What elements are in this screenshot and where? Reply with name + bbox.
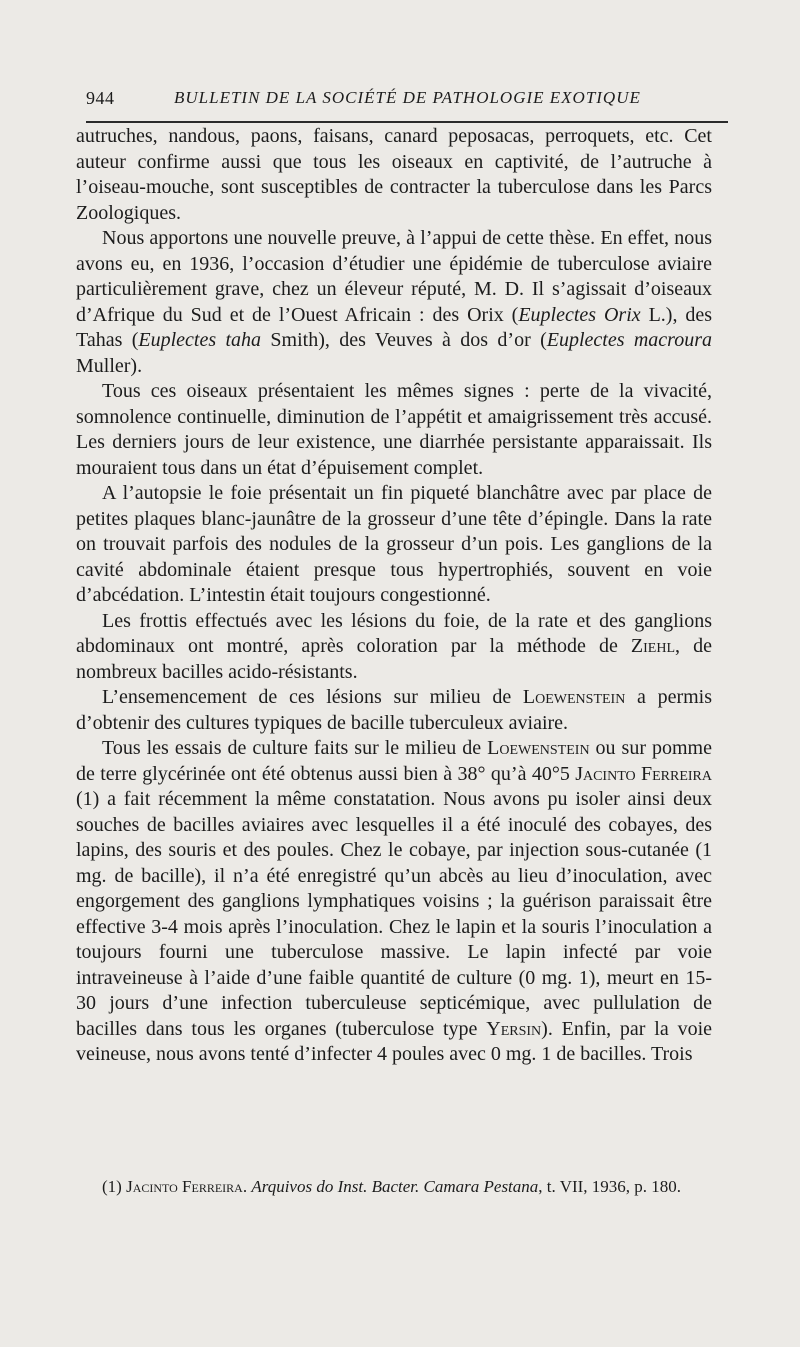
- text-run: (1): [102, 1177, 127, 1196]
- text-run: Nous apportons une nouvelle preuve, à l’appui de cette thèse. En effet, nous avons eu, en 1936, l’occasion d’étudier une épidémie de tuberculose aviaire particulièrement grave, chez un éleveur réputé, M. D. Il s’agissait d’oiseaux d’Afrique du Sud et de l’Ouest Africain : des Orix (: [76, 227, 712, 326]
- text-run: Tous les essais de culture faits sur le milieu de: [102, 737, 488, 759]
- paragraph: [76, 379, 712, 481]
- text-run: L’ensemencement de ces lésions sur milieu de: [102, 686, 523, 708]
- small-caps-name: Yersin: [486, 1017, 542, 1040]
- paragraph: [76, 226, 712, 379]
- body-text: [76, 124, 712, 1068]
- text-run: Tous ces oiseaux présentaient les mêmes signes : perte de la vivacité, somnolence continuelle, diminution de l’appétit et amaigrissement très accusé. Les derniers jours de leur existence, une diarrhée persistante apparaissait. Ils mouraient tous dans un état d’épuisement complet.: [76, 380, 712, 479]
- header-rule: [86, 121, 728, 123]
- running-title: BULLETIN DE LA SOCIÉTÉ DE PATHOLOGIE EXOTIQUE: [174, 88, 641, 107]
- paragraph: [76, 736, 712, 1068]
- small-caps-name: Jacinto Ferreira: [575, 762, 713, 785]
- text-run: (1) a fait récemment la même constatation. Nous avons pu isoler ainsi deux souches de bacilles aviaires avec lesquelles il a été inoculé des cobayes, des lapins, des souris et des poules. Chez le cobaye, par injection sous-cutanée (1 mg. de bacille), il n’a été enregistré qu’un abcès au lieu d’inoculation, avec engorgement des ganglions lymphatiques voisins ; la guérison paraissait être effective 3-4 mois après l’inoculation. Chez le lapin et la souris l’inoculation a toujours fourni une tuberculose massive. Le lapin infecté par voie intraveineuse à l’aide d’une faible quantité de culture (0 mg. 1), meurt en 15-30 jours d’une infection tuberculeuse septicémique, avec pullulation de bacilles dans tous les organes (tuberculose type: [76, 788, 712, 1040]
- footnote: [76, 1176, 712, 1197]
- small-caps-name: Jacinto Ferreira: [126, 1177, 243, 1196]
- page-number: 944: [86, 88, 115, 108]
- text-run: , de nombreux bacilles acido-résistants.: [76, 635, 712, 683]
- text-run: Muller).: [76, 354, 143, 377]
- paragraph: [76, 609, 712, 686]
- paragraph: [76, 124, 712, 226]
- italic-span: Euplectes Orix: [518, 303, 641, 326]
- italic-span: Euplectes macroura: [546, 329, 712, 351]
- italic-span: Arquivos do Inst. Bacter. Camara Pestana: [251, 1177, 539, 1196]
- paragraph: [76, 685, 712, 736]
- text-run: Les frottis effectués avec les lésions du foie, de la rate et des ganglions abdominaux ont montré, après coloration par la méthode de: [76, 609, 712, 657]
- small-caps-name: Loewenstein: [522, 686, 626, 708]
- text-run: .: [242, 1177, 252, 1196]
- text-run: A l’autopsie le foie présentait un fin piqueté blanchâtre avec par place de petites plaques blanc-jaunâtre de la grosseur d’une tête d’épingle. Dans la rate on trouvait parfois des nodules de la grosseur d’un pois. Les ganglions de la cavité abdominale étaient presque tous hypertrophiés, souvent en voie d’abcédation. L’intestin était toujours congestionné.: [76, 482, 712, 606]
- text-run: ou sur pomme de terre glycérinée ont été obtenus aussi bien à 38° qu’à 40°5: [76, 737, 712, 785]
- page-header: [86, 84, 726, 112]
- text-run: ). Enfin, par la voie veineuse, nous avons tenté d’infecter 4 poules avec 0 mg. 1 de bacilles. Trois: [76, 1017, 713, 1065]
- text-run: a permis d’obtenir des cultures typiques de bacille tuberculeux aviaire.: [76, 686, 712, 734]
- text-run: Smith), des Veuves à dos d’or (: [261, 329, 547, 351]
- text-run: autruches, nandous, paons, faisans, canard peposacas, perroquets, etc. Cet auteur confirme aussi que tous les oiseaux en captivité, de l’autruche à l’oiseau-mouche, sont susceptibles de contracter la tuberculose dans les Parcs Zoologiques.: [76, 125, 712, 224]
- text-run: L.), des Tahas (: [76, 303, 713, 351]
- text-run: , t. VII, 1936, p. 180.: [538, 1177, 682, 1196]
- paragraph: [76, 481, 712, 609]
- footnote-paragraph: [76, 1176, 712, 1197]
- italic-span: Euplectes taha: [138, 329, 262, 351]
- small-caps-name: Loewenstein: [487, 737, 590, 759]
- small-caps-name: Ziehl: [630, 635, 676, 657]
